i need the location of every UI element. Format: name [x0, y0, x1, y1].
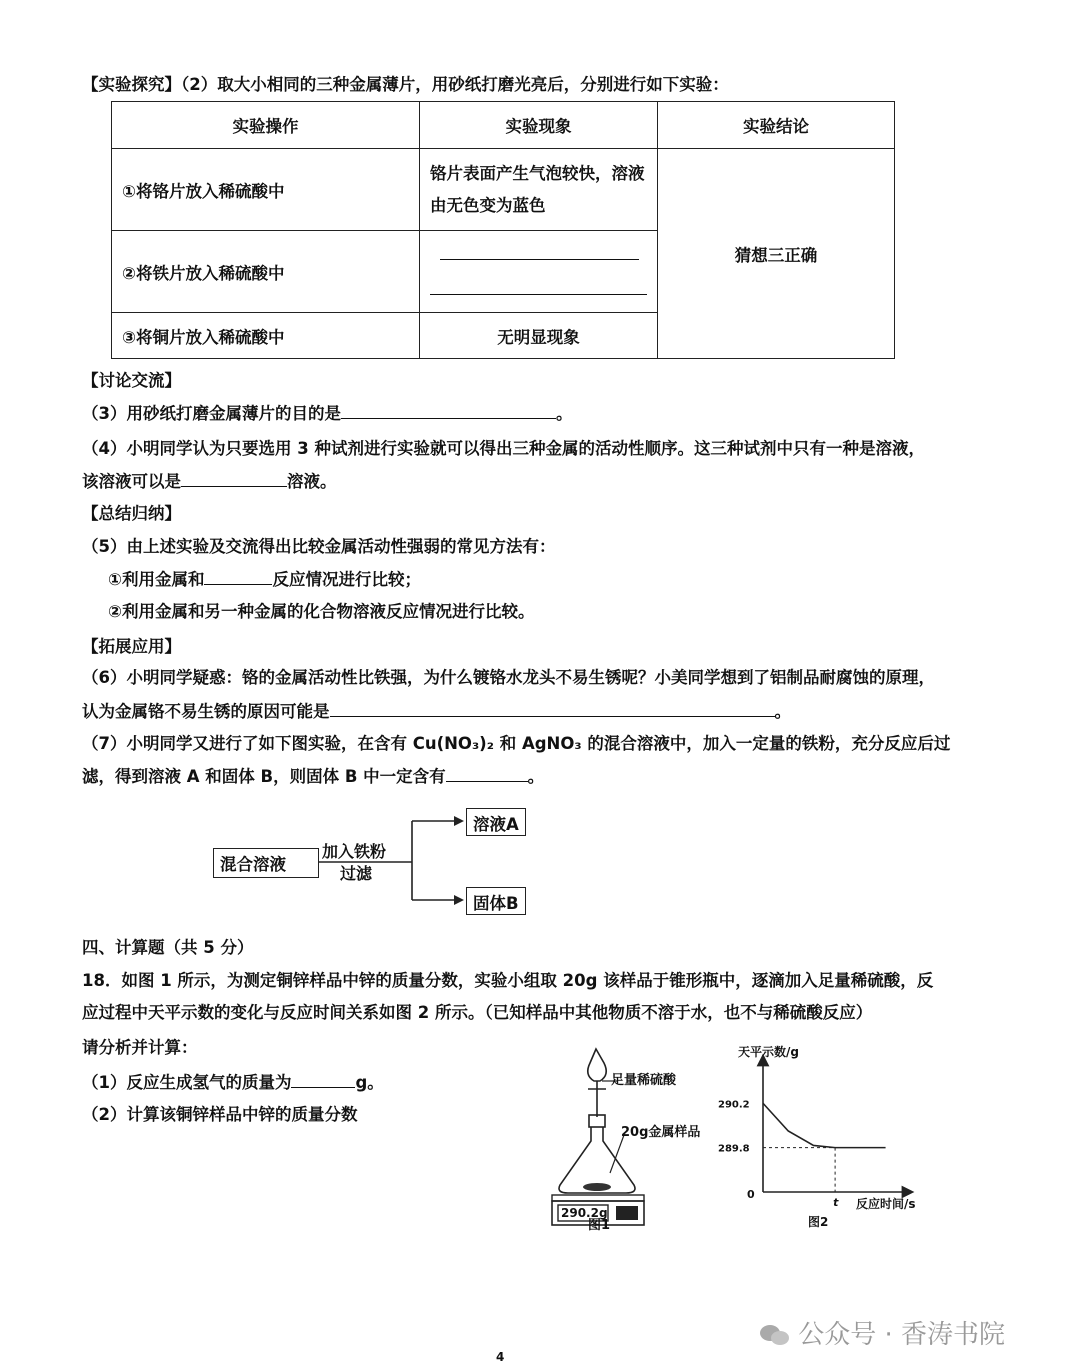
intro-text: 【实验探究】（2）取大小相同的三种金属薄片，用砂纸打磨光亮后，分别进行如下实验：: [82, 75, 729, 94]
origin-label: 0: [747, 1188, 755, 1201]
page-number: 4: [496, 1350, 505, 1364]
section-heading-calc: 四、计算题（共 5 分）: [82, 938, 254, 957]
y-tick-label: 290.2: [718, 1099, 750, 1111]
question-7-line1: （7）小明同学又进行了如下图实验，在含有 Cu(NO₃)₂ 和 AgNO₃ 的混合溶液中，加入一定量的铁粉，充分反应后过: [82, 734, 951, 753]
question-7-end: 。: [527, 767, 545, 786]
method-1-text: ①利用金属和: [108, 570, 205, 589]
flow-start-box: 混合溶液: [213, 848, 319, 878]
question-18-line2: 应过程中天平示数的变化与反应时间关系如图 2 所示。（已知样品中其他物质不溶于水，也不与稀硫酸反应）: [82, 1003, 873, 1022]
x-axis-label: 反应时间/s: [856, 1197, 916, 1211]
flow-output-a: 溶液A: [466, 808, 526, 836]
question-18-part2: （2）计算该铜锌样品中锌的质量分数: [82, 1105, 358, 1124]
method-2: ②利用金属和另一种金属的化合物溶液反应情况进行比较。: [108, 602, 535, 621]
flow-output-b: 固体B: [466, 887, 526, 915]
section-heading-summary: 【总结归纳】: [82, 504, 181, 523]
part-1-end: g。: [355, 1073, 384, 1092]
question-4-text: 该溶液可以是: [82, 472, 181, 491]
watermark: [760, 1314, 1005, 1351]
label-acid: 足量稀硫酸: [611, 1073, 677, 1088]
y-tick-label: 289.8: [718, 1143, 750, 1155]
table-header-conclusion: 实验结论: [658, 102, 895, 149]
section-heading-discussion: 【讨论交流】: [82, 371, 181, 390]
scale-reading: 290.2g: [561, 1206, 608, 1220]
x-tick-label: t: [833, 1196, 839, 1209]
question-6-end: 。: [774, 702, 791, 721]
label-sample: 20g金属样品: [621, 1125, 701, 1140]
table-row-operation: ③将铜片放入稀硫酸中: [112, 313, 420, 359]
figure-2-caption: 图2: [808, 1215, 829, 1229]
series-line: [763, 1103, 886, 1147]
question-4-line1: （4）小明同学认为只要选用 3 种试剂进行实验就可以得出三种金属的活动性顺序。这三种试剂中只有一种是溶液，: [82, 439, 925, 458]
table-row-operation: ②将铁片放入稀硫酸中: [112, 231, 420, 313]
figure-2-chart: [700, 1040, 940, 1240]
method-1-end: 反应情况进行比较；: [272, 570, 421, 589]
question-6-text: 认为金属铬不易生锈的原因可能是: [82, 702, 330, 721]
question-5: （5）由上述实验及交流得出比较金属活动性强弱的常见方法有：: [82, 537, 556, 556]
question-18-line1: 18．如图 1 所示，为测定铜锌样品中锌的质量分数，实验小组取 20g 该样品于锥形瓶中，逐滴加入足量稀硫酸，反: [82, 971, 934, 990]
question-3-end: 。: [555, 404, 573, 423]
flow-step-bottom: 过滤: [340, 864, 373, 883]
answer-blank[interactable]: [291, 1071, 355, 1088]
question-18-line3: 请分析并计算：: [82, 1038, 198, 1057]
section-heading-extension: 【拓展应用】: [82, 637, 181, 656]
question-4-end: 溶液。: [287, 472, 337, 491]
table-conclusion: 猜想三正确: [658, 149, 895, 359]
question-3-text: （3）用砂纸打磨金属薄片的目的是: [82, 404, 341, 423]
flow-step-top: 加入铁粉: [322, 842, 387, 861]
question-7-text: 滤，得到溶液 A 和固体 B，则固体 B 中一定含有: [82, 767, 446, 786]
part-1-text: （1）反应生成氢气的质量为: [82, 1073, 292, 1092]
watermark-text: 公众号 · 香涛书院: [798, 1320, 1006, 1350]
wechat-icon: [760, 1325, 790, 1347]
table-header-phenomenon: 实验现象: [420, 102, 658, 149]
y-axis-label: 天平示数/g: [738, 1045, 799, 1059]
question-18-part1: [82, 1071, 384, 1094]
question-6-line1: （6）小明同学疑惑：铬的金属活动性比铁强，为什么镀铬水龙头不易生锈呢？小美同学想到了铝制品耐腐蚀的原理，: [82, 668, 935, 687]
figure-1-caption: 图1: [588, 1218, 611, 1233]
table-row-phenomenon: 无明显现象: [420, 313, 658, 359]
table-row-phenomenon: 铬片表面产生气泡较快，溶液由无色变为蓝色: [420, 149, 658, 231]
table-row-operation: ①将铬片放入稀硫酸中: [112, 149, 420, 231]
table-header-operation: 实验操作: [112, 102, 420, 149]
